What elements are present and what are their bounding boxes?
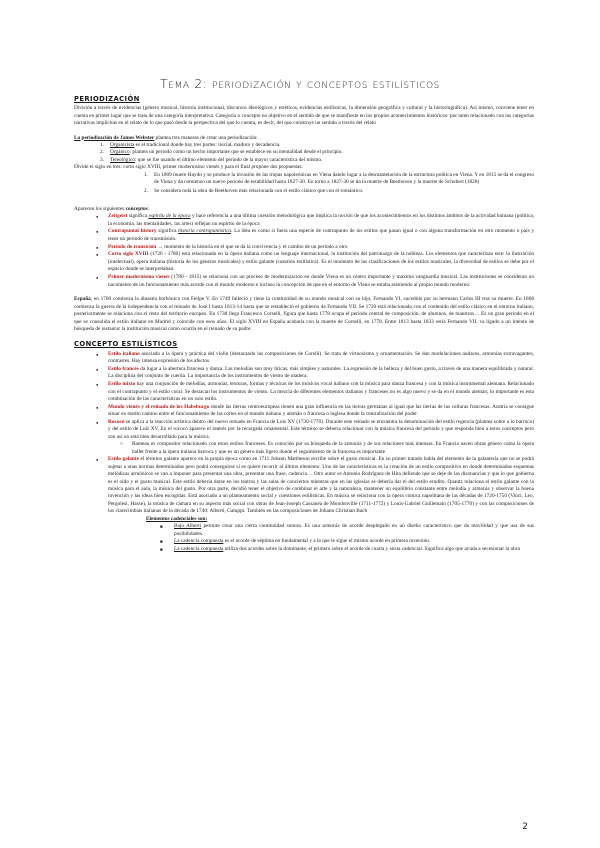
rococo-sublist <box>74 441 534 456</box>
periodizacion-intro: División a través de evidencias (género musical, historia institucional, discursos ideológicos y estéticos, evidencias estilísticas, la dimensión geográfica y cultural y la historiográfica). Así mismo, conviene tener en cuenta en primer lugar que se trata de una categoría interpretativa. Categoría o concepto no objetivo en el sentido de que se manifieste en los propios acontecimientos históricos: por tanto relacionado con las categorías narrativas implícitas en el relato de lo que pasó desde la perspectiva del que lo cuenta, es decir, del que construye un sentido a través del relato <box>74 105 534 127</box>
cadencial-item: ■ Bajo Alberti permite crear una cierta continuidad sonora. Es una armonía de acorde desplegado en un diseño característico que da movilidad y que usa de sus posibilidades. <box>74 523 534 538</box>
xviii-item: 1. En 1809 muere Haydn y se produce la invasión de las tropas napoleónicas en Viena dando lugar a la desmantelación de la estructura política en Viena. Y en 1815 se da el congreso de Viena y da comienzo un nuevo periodo de estabilidad hasta 1827-30. En torno a 1827-30 se da la muerte de Beethoven y la muerte de Schubert (1828) <box>144 171 534 186</box>
estilo-item: ● Estilo galante el término galante aparece en la propia época como en 1711 Johann Mattheson escribe sobre el gusto musical. En su primer tratado habla del elemento de la galantería que no se podrá sujetar a unas normas determinadas pero podrá conseguirse si se quiere recurrir al último elemento. Uno de las características es la creación de un estilo compositivo en donde determinadas esquemas melódicas armónicos se van a imponer para presentar una obra, presentar una frase, cadencia… Otro autor es Antonio Rodríguez de Hita defiende que se deje de las disonancias y que lo que gobierna es el oído y el gusto musical. Este estilo debería darse en los teatros y las salas de conciertos mientras que en las iglesias se debería dar el del estilo erudito. Quantz relaciona el estilo galante con la música para el aula, la música del gusto. Por otra parte, decidió tener el objetivo de combinar el arte y la naturaleza, mantener un equilibrio constante entre melodía y armonía y observar la buena invención y las ideas bien escogidas. Está asociado a un planteamiento social y cuestiones estilísticas. En música se relaciona con la ópera cómica napolitana de las décadas de 1720-1750 (Vinci, Leo, Pergolesi, Hasse), la música de cámara en su aspecto más social con obras de Jean-Joseph Cassanéa de Mondonville (1711-1772) y Louis-Gabriel Guillemain (1705-1770) y con las composiciones de los clarecimbias italianas de la década de 1740: Alberti, Galuppi. También en las composiciones de Johann Christian Bach <box>74 456 534 515</box>
xviii-intro: Divide el siglo en tres: corto siglo XVIII, primer modernismo vienés y para el final propone dos propuestas: <box>74 164 303 171</box>
xviii-list <box>74 172 534 196</box>
concepto-item: ● Contrapuntal history significa historia contrapuntística. La idea es como si fuera una especie de contrapunto de los estilos que pasan igual o con alguna transformación en otro momento o país y tener un periodo de transmisión. <box>74 228 534 243</box>
concepto-item: ● Periodo de transición → momento de la historia en el que se da la convivencia y el cambio de un periodo a otro <box>74 244 534 251</box>
page-number: 2 <box>522 822 528 832</box>
webster-paragraph <box>74 135 534 142</box>
estilo-item: ● Estilo italiano asociado a la ópera y práctica del violín (destacando las composiciones de Corelli). Se trata de virtuosismo y ornamentación. Se dan modulaciones audaces, armonías extravagantes, contrastes. Hay intensa expresión de los afectos. <box>74 351 534 366</box>
webster-list <box>74 142 534 164</box>
espana-paragraph: España, en 1700 comienza la dinastía borbónica con Felipe V. En 1749 falleció y tiene la continuidad de su mundo musical con su hijo, Fernando VI, sucedido por su hermano Carlos III tras su muerte. En 1808 comienza la guerra de la independencia con el reinado de José I hasta 1813-14 hasta que se restableció el gobierno de Fernando VII. Se 1720 está relacionado con el contenido del estilo clásico en el entorno italiano, posteriormente se relaciona con el resto del territorio europeo. En 1738 llega Francesco Corselli, figura que hasta 1778 ocupa el periodo central de composición, de alumnos, de maestros… Es un gran periodo en el que se consolida el estilo italiano en Madrid y coincide con esos años. El siglo XVIII en España acabaría con la muerte de Corselli, en 1778. Entre 1813 hasta 1833 sería Fernando VII. va ligado a un intento de búsqueda de restaurar la institución musical como ocurría en el reinado de su padre. <box>74 296 534 332</box>
conceptos-list <box>74 213 534 289</box>
cadencial-item: ■ La cadencia compuesta es el acorde de séptima en fundamental y a la que le sigue el mismo acorde en primera inversión. <box>74 538 534 545</box>
estilo-item: ● Estilo francés da lugar a la abertura francesa y danza. Las melodías son muy líricas, más simples y naturales. La expresión de la belleza y del buen gusto, a través de una manera equilibrada y natural. La disciplina del conjunto de cuerda. La importancia de los instrumentos de viento de madera. <box>74 366 534 381</box>
conceptos-lead: Aparecen los siguientes conceptos: <box>74 205 150 212</box>
periodizacion-heading: PERIODIZACIÓN <box>74 95 140 103</box>
concepto-item: ● Zeitgeist significa espíritu de la época y hace referencia a una última cuestión metodológica que implica la noción de que los acontecimientos en los distintos ámbitos de la actividad humana (política, la economía, las mentalidades, las artes) reflejan un espíritu de la época <box>74 213 534 228</box>
webster-item: 3. Teleológico: que se fue usando el último elemento del periodo de la mayor característica del mismo. <box>100 156 323 163</box>
concepto-item: ● Primer modernismo vienés (1780 - 1815) se relaciona con un proceso de modernización en donde Viena es un centro importante y máxima vanguardia musical. Las instituciones se consideran un nacimiento de un funcionamiento más acorde con el mundo moderno e incluso la concepción de que en el entorno de Viena se estaba asistiendo al propio mundo moderno. <box>74 274 534 289</box>
xviii-item: 2. Se considera toda la obra de Beethoven más relacionada con el estilo clásico que con el romántico. <box>144 188 364 195</box>
estilo-item: ● Estilo mixto hay una conjunción de melodías, armonías, texturas, formas y técnicas de los músicos vocal italiano con la música para danza francesa y con la música instrumental alemana. Relacionado con el contrapunto y el estilo coral. Se destacan los instrumentos de viento. La mezcla de diferentes elementos italianos y franceses no es algo nuevo y se da en el mundo alemán; lo importante es esta combinación de las características en un solo estilo. <box>74 381 534 403</box>
estilos-list <box>74 351 534 516</box>
cadenciales-list <box>74 523 534 553</box>
webster-rest: plantea tres maneras de crear una periodización: <box>154 134 258 141</box>
webster-item: 1. Organicista es el tradicional donde hay tres partes: inicial, maduro y decadencia. <box>100 142 281 149</box>
rococo-subitem: ○ Rameau es compositor relacionado con estos estilos franceses. Es conocido por su búsqueda de la armonía y de sus relaciones más intensas. En Francia nacen obras género como la ópera ballet frente a la ópera italiana barroca y que es un género más ligero donde el seguimiento de la francesa es importante <box>74 441 534 456</box>
document-body <box>74 96 534 553</box>
estilo-item: ● Rococó se aplica a la reacción artística dentro del nuevo reinado en Francia de Luis XV (1730-1770). Durante este reinado se encuentra la denominación del estilo regencia (plantea sobre a lo barroco) y del estilo de Luis XV. En el rococó aparece el interés por la recargada ornamental. Este término se debería relacionar con la música francesa del periodo y que responda bien a estos conceptos pero son así no está bien desarrollado para la música. ○ Rameau es compositor relacionado con estos estilos franceses. Es conocido por su búsqueda de la armonía y de sus relaciones más intensas. En Francia nacen obras género como la ópera ballet frente a la ópera italiana barroca y que es un género más ligero donde el seguimiento de la francesa es importante <box>74 419 534 456</box>
cadencial-item: ■ La cadencia compuesta utiliza dos acordes sobre la dominante, el primero sobre el acorde de cuarta y sexta cadencial. Significa algo que ayuda a secesionar la obra <box>74 546 534 553</box>
cadenciales-heading: Elementos cadenciales son: <box>146 516 208 523</box>
estilo-item: ● Mundo vienés y el reinado de los Habsburgo donde las tierras centroeuropeas tienen una gran influencia en las tierras germanas al igual que las tierras de las culturas francesas. Austria se consigue situar en medio camino entre el funcionamiento de las cortes en el mundo italiano y alemán o francesa o inglesa donde la centralización del poder. <box>74 404 534 419</box>
conceptos-estilisticos-heading: CONCEPTO ESTILÍSTICOS <box>74 340 178 349</box>
page-title: Tema 2: periodización y conceptos estilísticos <box>160 76 440 91</box>
concepto-item: ● Corto siglo XVIII (1720 - 1780) está relacionado en la ópera italiana como un lenguaje internacional, la institución del patronazgo de la nobleza. Los elementos que caracterizan este: la ilustración (intelectual), ópera italiana (historia de los géneros musicales) y estilo galante (cuestión estilística). Es el momento de las clasificaciones de los estilos musicales, la diversidad de estilos se debe por el espacio donde se interpretaban. <box>74 251 534 273</box>
webster-lead: La periodización de James Webster <box>74 134 155 141</box>
webster-item: 2. Orgánico: plantea un periodo como un hecho importante que se establece en su mentalidad desde el principio. <box>100 149 343 156</box>
